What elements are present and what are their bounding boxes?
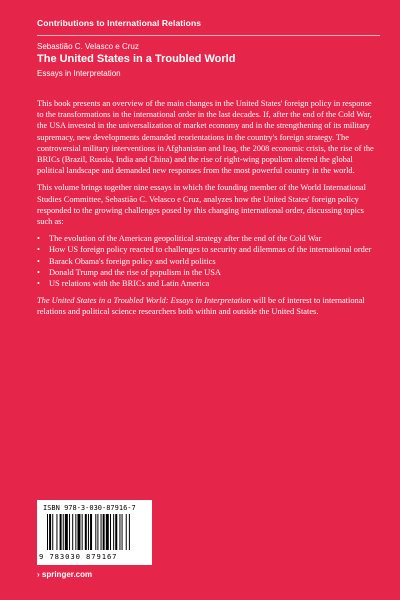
topic-item: • US relations with the BRICs and Latin America bbox=[37, 278, 374, 289]
topic-item: • How US foreign policy reacted to challenges to security and dilemmas of the international order bbox=[37, 244, 374, 255]
topic-item: • Barack Obama's foreign policy and world politics bbox=[37, 256, 374, 267]
blurb-paragraph-1: This book presents an overview of the main changes in the United States' foreign policy in response to the transformations in the international order in the last decades. If, after the end of the Cold War, the USA invested in the universalization of market economy and in the strengthening of its military supremacy, new developments demanded reorientations in the country's foreign strategy. The controversial military interventions in Afghanistan and Iraq, the 2008 economic crisis, the rise of the BRICs (Brazil, Russia, India and China) and the rise of right-wing populism altered the global political landscape and demanded new responses from the most powerful country in the world. bbox=[37, 99, 374, 176]
barcode-digits: 9 783030 879167 bbox=[39, 552, 118, 561]
book-subtitle: Essays in Interpretation bbox=[37, 69, 121, 78]
series-name: Contributions to International Relations bbox=[37, 18, 202, 28]
barcode-icon bbox=[47, 514, 145, 550]
closing-text: will be of interest to international relations and political science researchers both within and outside the United States. bbox=[37, 296, 365, 317]
publisher-url[interactable]: › springer.com bbox=[37, 570, 93, 579]
barcode-panel bbox=[37, 500, 152, 565]
isbn-label: ISBN 978-3-030-87916-7 bbox=[43, 504, 136, 512]
blurb-paragraph-2: This volume brings together nine essays in which the founding member of the World International Studies Committee, Sebastião C. Velasco e Cruz, analyzes how the United States' foreign policy responded to the growing challenges posed by this changing international order, discussing topics such as: bbox=[37, 183, 366, 227]
blurb bbox=[37, 98, 374, 324]
header-divider bbox=[37, 35, 380, 36]
topic-item: • The evolution of the American geopolitical strategy after the end of the Cold War bbox=[37, 233, 374, 244]
author-name: Sebastião C. Velasco e Cruz bbox=[37, 42, 139, 51]
book-title: The United States in a Troubled World bbox=[37, 53, 236, 65]
closing-book-title: The United States in a Troubled World: Essays in Interpretation bbox=[37, 296, 251, 306]
topic-item: • Donald Trump and the rise of populism in the USA bbox=[37, 267, 374, 278]
blurb-closing bbox=[37, 295, 374, 317]
topics-list bbox=[37, 233, 374, 289]
